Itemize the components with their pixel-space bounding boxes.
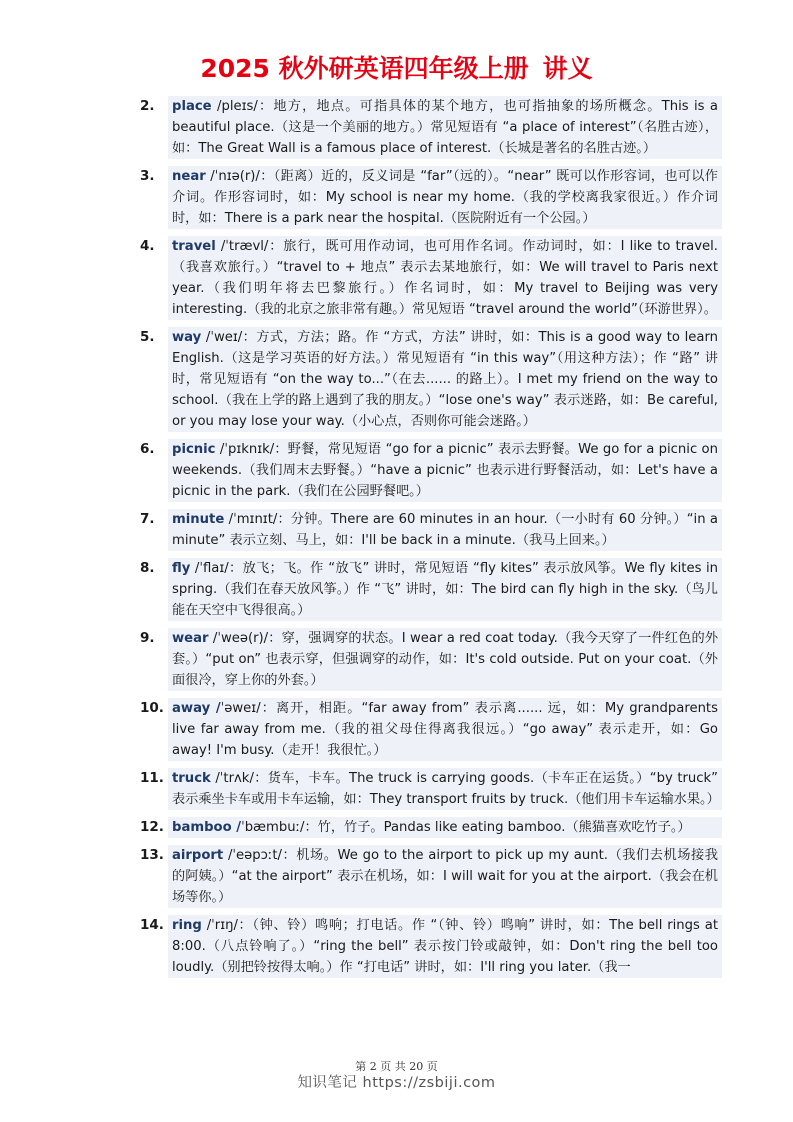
entry-number: 8.	[140, 560, 155, 576]
entry-body	[168, 698, 722, 761]
entry-number: 13.	[140, 847, 164, 863]
entry-text: ˈəweɪ/：离开，相距。“far away from” 表示离...... 远，如：My grandparents live far away from me.（我的祖父母住得离我很远。）“go away” 表示走开，如：Go away! I'm busy.（走开！我很忙。）	[172, 701, 718, 758]
vocab-entry	[140, 768, 722, 810]
entry-word: near	[172, 169, 206, 184]
title-main: 2025 秋外研英语四年级上册	[200, 54, 529, 83]
entry-body	[168, 439, 722, 502]
entry-number: 10.	[140, 700, 164, 716]
vocab-entry	[140, 558, 722, 621]
entry-word: bamboo /	[172, 820, 242, 835]
entry-number: 11.	[140, 770, 164, 786]
entry-text: /ˈtrʌk/：货车，卡车。The truck is carrying goods.（卡车正在运货。）“by truck” 表示乘坐卡车或用卡车运输，如：They transport fruits by truck.（他们用卡车运输水果。）	[172, 771, 720, 807]
entry-number: 14.	[140, 917, 164, 933]
title-suffix: 讲义	[542, 54, 593, 83]
entry-body	[168, 558, 722, 621]
vocabulary-list	[140, 96, 722, 985]
entry-word: place	[172, 99, 212, 114]
entry-text: /ˈflaɪ/：放飞；飞。作 “放飞” 讲时，常见短语 “fly kites” 表示放风筝。We fly kites in spring.（我们在春天放风筝。）作 “飞” 讲时，如：The bird can fly high in the sky.（鸟儿能在天空中飞得很高。）	[172, 561, 718, 618]
entry-word: truck	[172, 771, 211, 786]
vocab-entry	[140, 915, 722, 978]
entry-word: wear	[172, 631, 209, 646]
entry-word: airport	[172, 848, 224, 863]
entry-body	[168, 817, 722, 838]
entry-body	[168, 628, 722, 691]
entry-body	[168, 166, 722, 229]
entry-word: away /	[172, 701, 221, 716]
entry-body	[168, 236, 722, 320]
entry-word: ring	[172, 918, 202, 933]
entry-word: fly	[172, 561, 191, 576]
vocab-entry	[140, 509, 722, 551]
entry-text: /ˈrɪŋ/：（钟、铃）鸣响；打电话。作 “（钟、铃）鸣响” 讲时，如：The bell rings at 8:00.（八点铃响了。）“ring the bell” 表示按门铃或敲钟，如：Don't ring the bell too loudly.（别把铃按得太响。）作 “打电话” 讲时，如：I'll ring you later.（我一	[172, 918, 718, 975]
vocab-entry	[140, 845, 722, 908]
vocab-entry	[140, 327, 722, 432]
entry-text: /ˈmɪnɪt/：分钟。There are 60 minutes in an hour.（一小时有 60 分钟。）“in a minute” 表示立刻、马上，如：I'll be back in a minute.（我马上回来。）	[172, 512, 718, 548]
site-watermark: 知识笔记 https://zsbiji.com	[297, 1075, 496, 1091]
entry-number: 7.	[140, 511, 155, 527]
entry-number: 2.	[140, 98, 155, 114]
entry-word: minute	[172, 512, 225, 527]
page-indicator: 第 2 页 共 20 页	[355, 1060, 438, 1073]
entry-text: /ˈtrævl/：旅行，既可用作动词，也可用作名词。作动词时，如：I like to travel.（我喜欢旅行。）“travel to + 地点” 表示去某地旅行，如：We will travel to Paris next year.（我们明年将去巴黎旅行。）作名词时，如：My travel to Beijing was very interesting.（我的北京之旅非常有趣。）常见短语 “travel around the world”（环游世界）。	[172, 239, 718, 317]
entry-body	[168, 96, 722, 159]
entry-number: 3.	[140, 168, 155, 184]
entry-number: 6.	[140, 441, 155, 457]
vocab-entry	[140, 817, 722, 838]
entry-text: /ˈpɪknɪk/：野餐，常见短语 “go for a picnic” 表示去野餐。We go for a picnic on weekends.（我们周末去野餐。）“have a picnic” 也表示进行野餐活动，如：Let's have a picnic in the park.（我们在公园野餐吧。）	[172, 442, 718, 499]
entry-number: 5.	[140, 329, 155, 345]
entry-word: picnic	[172, 442, 216, 457]
entry-word: travel	[172, 239, 216, 254]
entry-word: way	[172, 330, 202, 345]
entry-text: /ˈeəpɔːt/：机场。We go to the airport to pick up my aunt.（我们去机场接我的阿姨。）“at the airport” 表示在机场，如：I will wait for you at the airport.（我会在机场等你。）	[172, 848, 718, 905]
entry-body	[168, 327, 722, 432]
entry-text: /ˈweɪ/：方式，方法；路。作 “方式，方法” 讲时，如：This is a good way to learn English.（这是学习英语的好方法。）常见短语有 “in this way”（用这种方法）；作 “路” 讲时，常见短语有 “on the way to...”（在去...... 的路上）。I met my friend on the way to school.（我在上学的路上遇到了我的朋友。）“lose one's way” 表示迷路，如：Be careful, or you may lose your way.（小心点，否则你可能会迷路。）	[172, 330, 718, 429]
entry-text: /ˈweə(r)/：穿，强调穿的状态。I wear a red coat today.（我今天穿了一件红色的外套。）“put on” 也表示穿，但强调穿的动作，如：It's cold outside. Put on your coat.（外面很冷，穿上你的外套。）	[172, 631, 718, 688]
entry-text: /ˈnɪə(r)/：（距离）近的，反义词是 “far”（远的）。“near” 既可以作形容词，也可以作介词。作形容词时，如：My school is near my home.（我的学校离我家很近。）作介词时，如：There is a park near the hospital.（医院附近有一个公园。）	[172, 169, 718, 226]
vocab-entry	[140, 96, 722, 159]
vocab-entry	[140, 628, 722, 691]
entry-body	[168, 509, 722, 551]
entry-number: 9.	[140, 630, 155, 646]
vocab-entry	[140, 439, 722, 502]
vocab-entry	[140, 698, 722, 761]
entry-body	[168, 915, 722, 978]
entry-number: 4.	[140, 238, 155, 254]
vocab-entry	[140, 166, 722, 229]
entry-body	[168, 845, 722, 908]
vocab-entry	[140, 236, 722, 320]
entry-number: 12.	[140, 819, 164, 835]
page-title	[0, 52, 793, 86]
entry-text: ˈbæmbuː/：竹，竹子。Pandas like eating bamboo.（熊猫喜欢吃竹子。）	[241, 820, 691, 835]
entry-text: /pleɪs/：地方，地点。可指具体的某个地方，也可指抽象的场所概念。This is a beautiful place.（这是一个美丽的地方。）常见短语有 “a place of interest”（名胜古迹），如：The Great Wall is a famous place of interest.（长城是著名的名胜古迹。）	[172, 99, 718, 156]
entry-body	[168, 768, 722, 810]
